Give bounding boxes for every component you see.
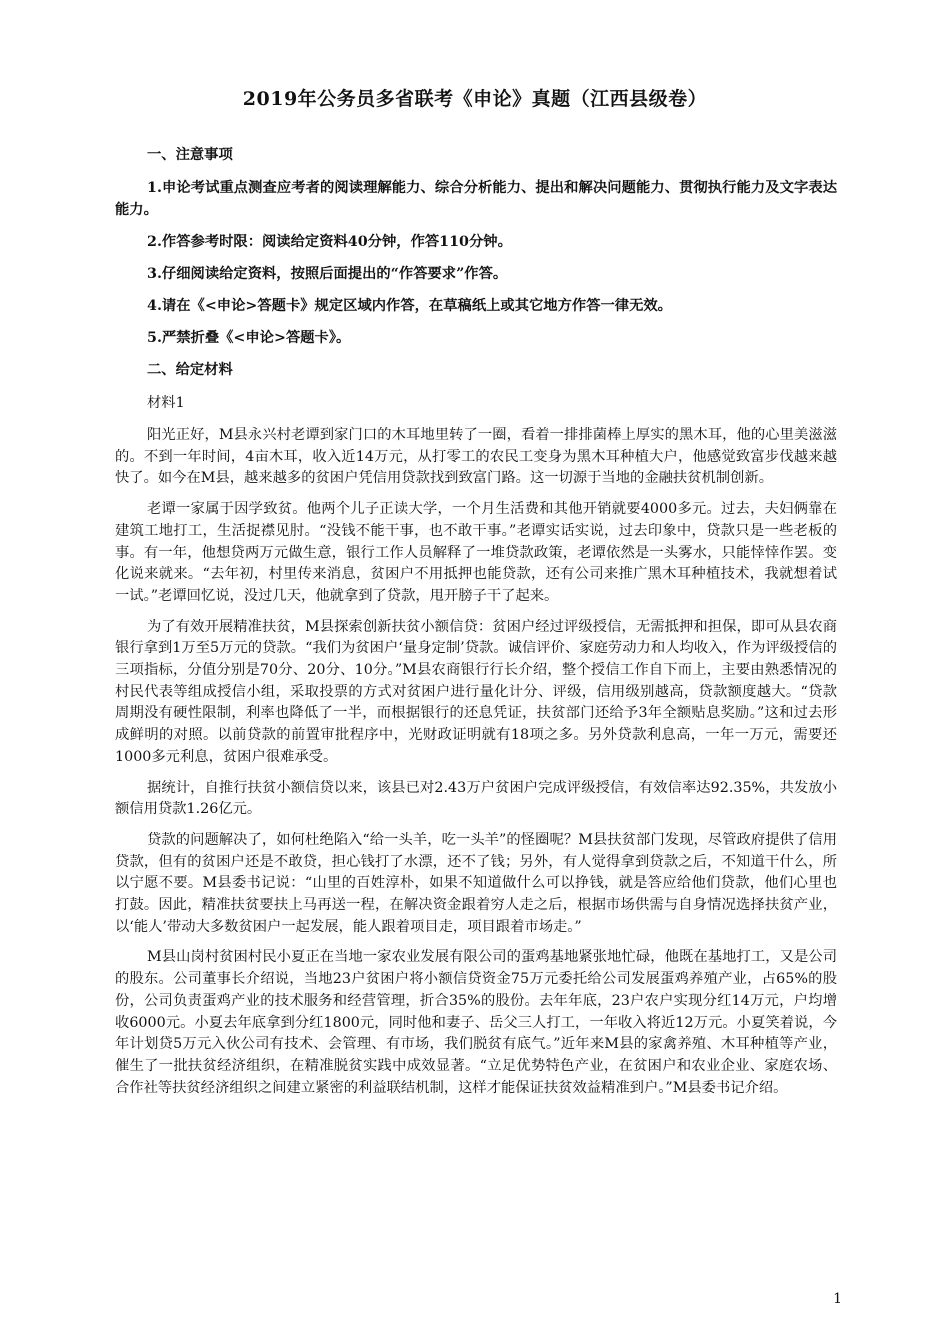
body-paragraph: 据统计，自推行扶贫小额信贷以来，该县已对2.43万户贫困户完成评级授信，有效信率达92.35%，共发放小额信用贷款1.26亿元。 — [115, 779, 837, 818]
note-item: 1.申论考试重点测查应考者的阅读理解能力、综合分析能力、提出和解决问题能力、贯彻执行能力及文字表达能力。 — [115, 180, 837, 218]
body-paragraph: 为了有效开展精准扶贫，M县探索创新扶贫小额信贷：贫困户经过评级授信，无需抵押和担保，即可从县农商银行拿到1万至5万元的贷款。“我们为贫困户‘量身定制’贷款。诚信评价、家庭劳动力和人均收入，作为评级授信的三项指标，分值分别是70分、20分、10分。”M县农商银行行长介绍，整个授信工作自下而上，主要由熟悉情况的村民代表等组成授信小组，采取投票的方式对贫困户进行量化计分、评级，信用级别越高，贷款额度越大。“贷款周期没有硬性限制，利率也降低了一半，而根据银行的还息凭证，扶贫部门还给予3年全额贴息奖励。”这和过去形成鲜明的对照。以前贷款的前置审批程序中，光财政证明就有18项之多。另外贷款利息高，一年一万元，需要还1000多元利息，贫困户很难承受。 — [115, 618, 837, 765]
body-paragraph: M县山岗村贫困村民小夏正在当地一家农业发展有限公司的蛋鸡基地紧张地忙碌，他既在基地打工，又是公司的股东。公司董事长介绍说，当地23户贫困户将小额信贷资金75万元委托给公司发展蛋鸡养殖产业，占65%的股份，公司负责蛋鸡产业的技术服务和经营管理，折合35%的股份。去年年底，23户农户实现分红14万元，户均增收6000元。小夏去年底拿到分红1800元，同时他和妻子、岳父三人打工，一年收入将近12万元。小夏笑着说，今年计划贷5万元入伙公司有技术、会管理、有市场，我们脱贫有底气。”近年来M县的家禽养殖、木耳种植等产业，催生了一批扶贫经济组织，在精准脱贫实践中成效显著。“立足优势特色产业，在贫困户和农业企业、家庭农场、合作社等扶贫经济组织之间建立紧密的利益联结机制，这样才能保证扶贫效益精准到户。”M县委书记介绍。 — [115, 949, 837, 1096]
material-label: 材料1 — [147, 395, 185, 411]
body-paragraph: 贷款的问题解决了，如何杜绝陷入“给一头羊，吃一头羊”的怪圈呢？M县扶贫部门发现，尽管政府提供了信用贷款，但有的贫困户还是不敢贷，担心钱打了水漂，还不了钱；另外，有人觉得拿到贷款之后，不知道干什么，所以宁愿不要。M县委书记说：“山里的百姓淳朴，如果不知道做什么可以挣钱，就是答应给他们贷款，他们心里也打鼓。因此，精准扶贫要扶上马再送一程，在解决资金跟着穷人走之后，根据市场供需与自身情况选择扶贫产业，以‘能人’带动大多数贫困户一起发展，能人跟着项目走，项目跟着市场走。” — [115, 831, 837, 935]
document-title: 2019年公务员多省联考《申论》真题（江西县级卷） — [242, 88, 708, 110]
document-body — [115, 144, 837, 1108]
body-paragraph: 阳光正好，M县永兴村老谭到家门口的木耳地里转了一圈，看着一排排菌棒上厚实的黑木耳，他的心里美滋滋的。不到一年时间，4亩木耳，收入近14万元，从打零工的农民工变身为黑木耳种植大户，他感觉致富步伐越来越快了。如今在M县，越来越多的贫困户凭信用贷款找到致富门路。这一切源于当地的金融扶贫机制创新。 — [115, 427, 837, 487]
page-number: 1 — [833, 1291, 842, 1307]
section-heading-notes: 一、注意事项 — [147, 147, 233, 163]
body-paragraph: 老谭一家属于因学致贫。他两个儿子正读大学，一个月生活费和其他开销就要4000多元。过去，夫妇俩靠在建筑工地打工，生活捉襟见肘。“没钱不能干事，也不敢干事。”老谭实话实说，过去印象中，贷款只是一些老板的事。有一年，他想贷两万元做生意，银行工作人员解释了一堆贷款政策，老谭依然是一头雾水，只能悻悻作罢。变化说来就来。“去年初，村里传来消息，贫困户不用抵押也能贷款，还有公司来推广黑木耳种植技术，我就想着试一试。”老谭回忆说，没过几天，他就拿到了贷款，甩开膀子干了起来。 — [115, 501, 837, 604]
section-heading-materials: 二、给定材料 — [147, 362, 233, 378]
note-item: 5.严禁折叠《<申论>答题卡》。 — [147, 330, 351, 346]
note-item: 3.仔细阅读给定资料，按照后面提出的“作答要求”作答。 — [147, 266, 508, 282]
note-item: 4.请在《<申论>答题卡》规定区域内作答，在草稿纸上或其它地方作答一律无效。 — [147, 298, 672, 314]
note-item: 2.作答参考时限：阅读给定资料40分钟，作答110分钟。 — [147, 234, 512, 250]
